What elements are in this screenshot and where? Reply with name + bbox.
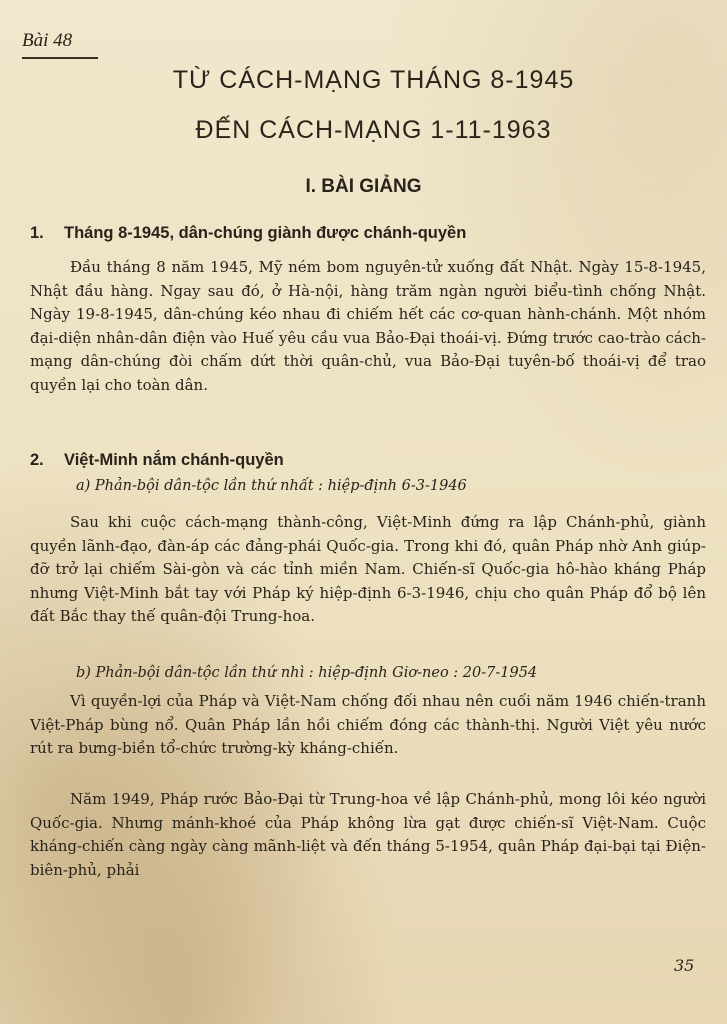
lesson-underline: [22, 57, 98, 59]
paragraph-1-text: Đầu tháng 8 năm 1945, Mỹ ném bom nguyên-tử xuống đất Nhật. Ngày 15-8-1945, Nhật đầu hàng. Ngay sau đó, ở Hà-nội, hàng trăm ngàn người biểu-tình chống Nhật. Ngày 19-8-1945, dân-chúng kéo nhau đi chiếm hết các cơ-quan hành-chánh. Một nhóm đại-diện nhân-dân điện vào Huế yêu cầu vua Bảo-Đại thoái-vị. Đứng trước cao-trào cách-mạng dân-chúng đòi chấm dứt thời quân-chủ, vua Bảo-Đại tuyên-bố thoái-vị để trao quyền lại cho toàn dân.: [30, 258, 706, 394]
title-line-1: TỪ CÁCH-MẠNG THÁNG 8-1945: [172, 66, 575, 94]
heading-1-number: 1.: [30, 224, 44, 242]
paragraph-3: [30, 690, 706, 761]
paragraph-1: [30, 256, 706, 397]
heading-1-text: Tháng 8-1945, dân-chúng giành được chánh-quyền: [64, 224, 467, 242]
heading-2-number: 2.: [30, 451, 44, 469]
subheading-a: a) Phản-bội dân-tộc lần thứ nhất : hiệp-định 6-3-1946: [76, 478, 467, 494]
lesson-label: Bài 48: [22, 30, 73, 51]
heading-1: [30, 224, 466, 243]
page-number: 35: [674, 956, 695, 975]
paragraph-2: [30, 511, 706, 629]
paragraph-4-text: Năm 1949, Pháp rước Bảo-Đại từ Trung-hoa về lập Chánh-phủ, mong lôi kéo người Quốc-gia. Nhưng mánh-khoé của Pháp không lừa gạt được chiến-sĩ Việt-Nam. Cuộc kháng-chiến càng ngày càng mãnh-liệt và đến tháng 5-1954, quân Pháp đại-bại tại Điện-biên-phủ, phải: [30, 790, 706, 879]
paragraph-4: [30, 788, 706, 882]
section-heading: I. BÀI GIẢNG: [305, 176, 422, 197]
heading-2-text: Việt-Minh nắm chánh-quyền: [64, 451, 284, 469]
subheading-b: b) Phản-bội dân-tộc lần thứ nhì : hiệp-định Giơ-neo : 20-7-1954: [76, 665, 538, 681]
heading-2: [30, 451, 284, 470]
paragraph-3-text: Vì quyền-lợi của Pháp và Việt-Nam chống đối nhau nên cuối năm 1946 chiến-tranh Việt-Pháp bùng nổ. Quân Pháp lần hồi chiếm đóng các thành-thị. Người Việt yêu nước rút ra bưng-biền tổ-chức trường-kỳ kháng-chiến.: [30, 692, 706, 757]
paragraph-2-text: Sau khi cuộc cách-mạng thành-công, Việt-Minh đứng ra lập Chánh-phủ, giành quyền lãnh-đạo, đàn-áp các đảng-phái Quốc-gia. Trong khi đó, quân Pháp nhờ Anh giúp-đỡ trở lại chiếm Sài-gòn và các tỉnh miền Nam. Chiến-sĩ Quốc-gia hô-hào kháng Pháp nhưng Việt-Minh bắt tay với Pháp ký hiệp-định 6-3-1946, chịu cho quân Pháp đổ bộ lên đất Bắc thay thế quân-đội Trung-hoa.: [30, 513, 706, 625]
title-line-2: ĐẾN CÁCH-MẠNG 1-11-1963: [195, 116, 552, 144]
